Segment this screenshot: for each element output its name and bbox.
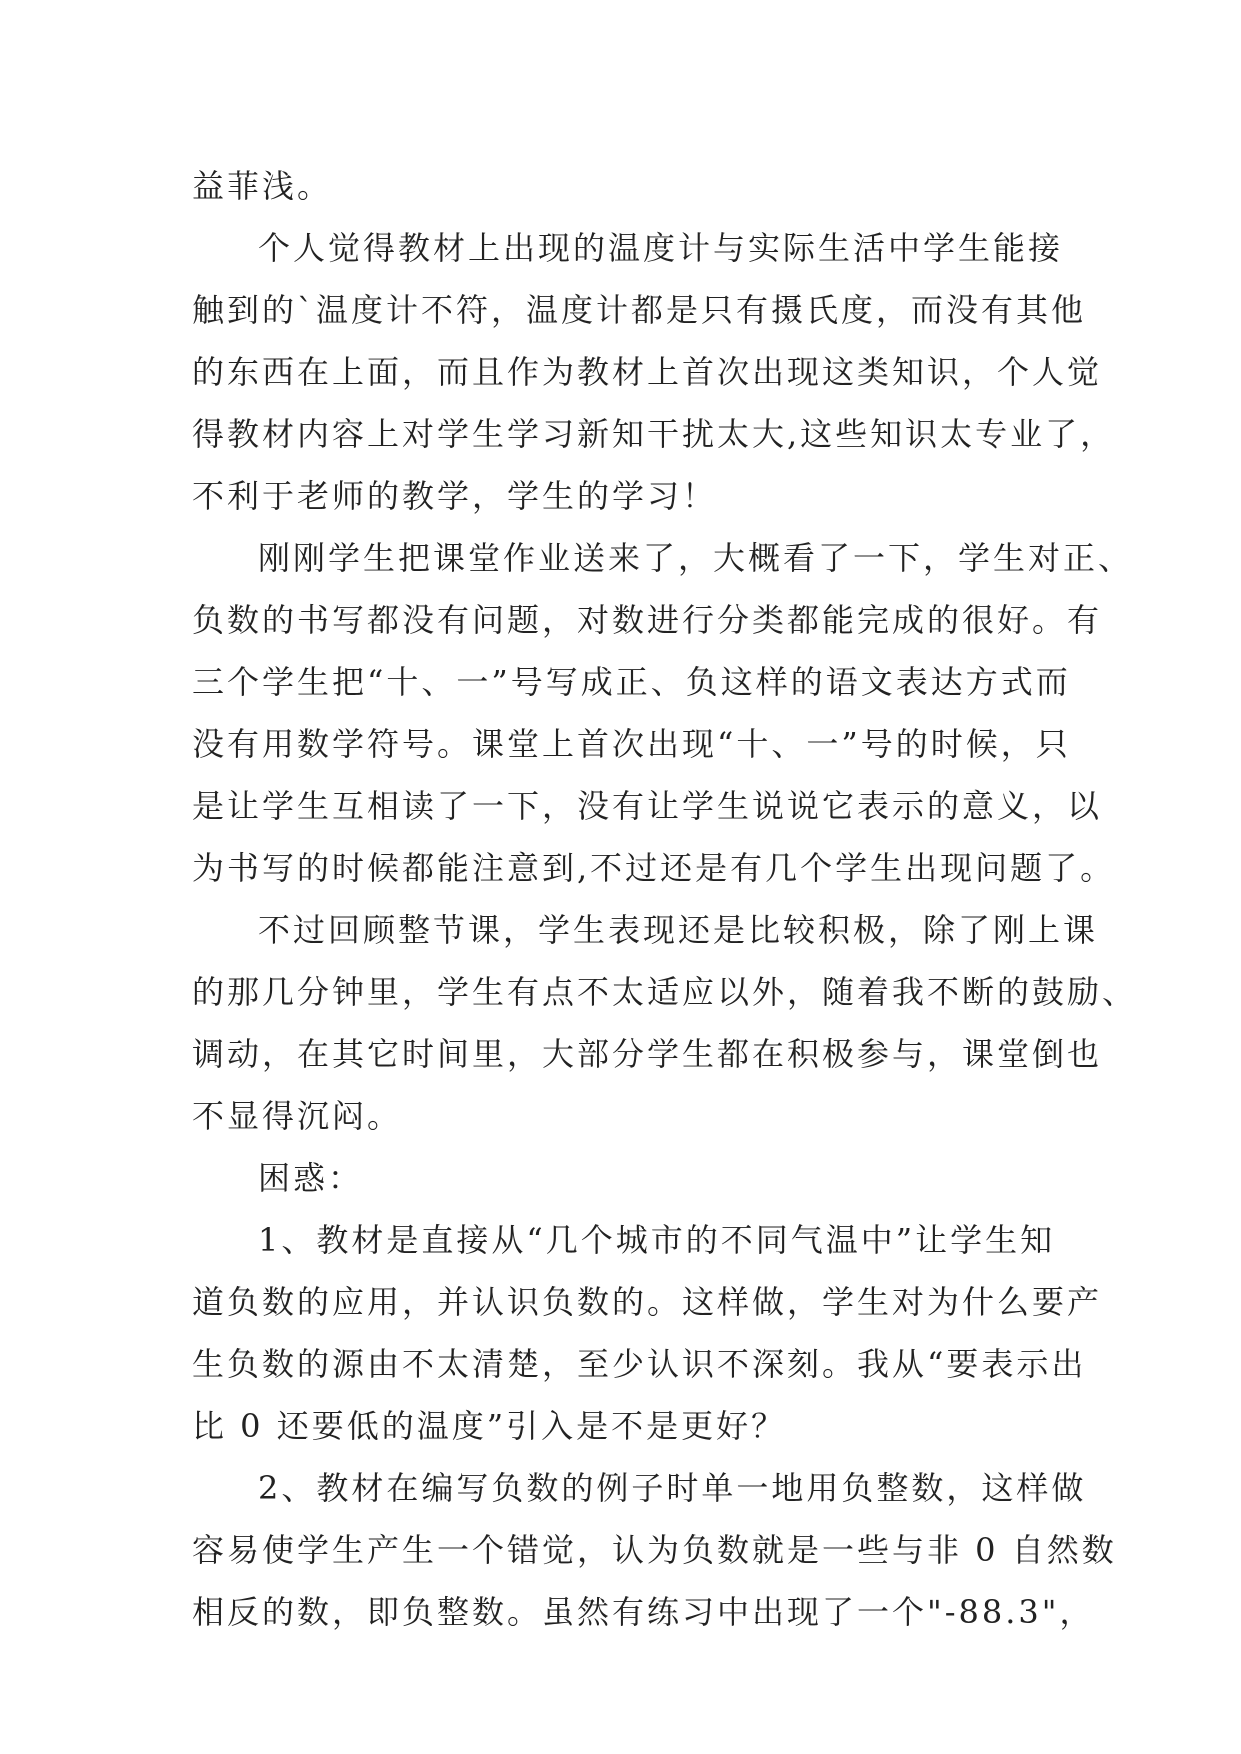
document-text-body xyxy=(192,155,1138,1643)
text-line: 的那几分钟里，学生有点不太适应以外，随着我不断的鼓励、 xyxy=(192,973,1138,1011)
text-line: 不利于老师的教学，学生的学习！ xyxy=(192,477,718,515)
text-line: 为书写的时候都能注意到,不过还是有几个学生出现问题了。 xyxy=(192,849,1116,887)
text-line: 2、教材在编写负数的例子时单一地用负整数，这样做 xyxy=(258,1469,1087,1507)
text-line: 三个学生把“十、一”号写成正、负这样的语文表达方式而 xyxy=(192,663,1071,701)
text-line: 容易使学生产生一个错觉，认为负数就是一些与非 0 自然数 xyxy=(192,1531,1117,1569)
text-line: 个人觉得教材上出现的温度计与实际生活中学生能接 xyxy=(258,229,1064,267)
text-line: 不显得沉闷。 xyxy=(192,1097,403,1135)
section-heading: 困惑： xyxy=(258,1159,364,1197)
text-line: 1、教材是直接从“几个城市的不同气温中”让学生知 xyxy=(258,1221,1056,1259)
text-line: 触到的`温度计不符，温度计都是只有摄氏度，而没有其他 xyxy=(192,291,1087,329)
text-line: 相反的数，即负整数。虽然有练习中出现了一个"-88.3"， xyxy=(192,1593,1095,1631)
text-line: 得教材内容上对学生学习新知干扰太大,这些知识太专业了， xyxy=(192,415,1116,453)
text-line: 生负数的源由不太清楚，至少认识不深刻。我从“要表示出 xyxy=(192,1345,1087,1383)
text-line: 比 0 还要低的温度”引入是不是更好？ xyxy=(192,1407,787,1445)
text-line: 负数的书写都没有问题，对数进行分类都能完成的很好。有 xyxy=(192,601,1103,639)
text-line: 道负数的应用，并认识负数的。这样做，学生对为什么要产 xyxy=(192,1283,1103,1321)
text-line: 不过回顾整节课，学生表现还是比较积极，除了刚上课 xyxy=(258,911,1099,949)
text-line: 没有用数学符号。课堂上首次出现“十、一”号的时候，只 xyxy=(192,725,1071,763)
text-line: 调动，在其它时间里，大部分学生都在积极参与，课堂倒也 xyxy=(192,1035,1103,1073)
text-line: 的东西在上面，而且作为教材上首次出现这类知识，个人觉 xyxy=(192,353,1103,391)
text-line: 是让学生互相读了一下，没有让学生说说它表示的意义，以 xyxy=(192,787,1103,825)
text-line: 益菲浅。 xyxy=(192,167,333,205)
text-line: 刚刚学生把课堂作业送来了，大概看了一下，学生对正、 xyxy=(258,539,1134,577)
